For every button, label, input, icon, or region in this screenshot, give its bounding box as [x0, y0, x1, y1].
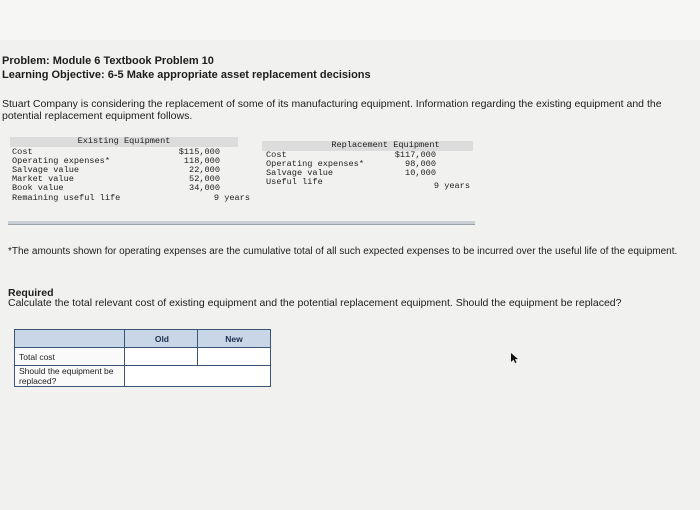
replacement-value-salvage: 10,000: [405, 168, 436, 178]
answer-header-blank: [15, 330, 125, 348]
answer-table: [14, 329, 271, 387]
existing-value-salvage: 22,000: [189, 165, 220, 175]
total-cost-new-value[interactable]: [202, 350, 266, 364]
existing-value-life: 9 years: [213, 193, 250, 203]
replacement-label-opex: Operating expenses*: [266, 159, 364, 169]
problem-title: Problem: Module 6 Textbook Problem 10: [2, 55, 214, 67]
replacement-value-life: 9 years: [433, 181, 470, 191]
equipment-data-image: [8, 136, 475, 222]
table-row: [15, 366, 271, 387]
replace-answer-input[interactable]: [125, 366, 271, 387]
existing-value-market: 52,000: [189, 174, 220, 184]
replacement-value-opex: 98,000: [405, 159, 436, 169]
total-cost-old-value[interactable]: [129, 350, 193, 364]
existing-label-book: Book value: [12, 183, 64, 193]
column-new: New: [198, 330, 271, 348]
existing-value-cost: $115,000: [178, 147, 220, 157]
problem-header: [2, 54, 371, 82]
existing-label-market: Market value: [12, 174, 74, 184]
top-band: [0, 0, 700, 40]
replace-answer-value[interactable]: [129, 369, 266, 383]
existing-label-life: Remaining useful life: [12, 193, 121, 203]
footnote: *The amounts shown for operating expenses are the cumulative total of all such expected expenses to be incurred over the useful life of the equipment.: [8, 246, 678, 257]
column-old: Old: [125, 330, 198, 348]
replacement-label-salvage: Salvage value: [266, 168, 334, 178]
replacement-label-life: Useful life: [266, 177, 323, 187]
existing-title: Existing Equipment: [77, 136, 171, 146]
replace-question-label: Should the equipment be replaced?: [15, 366, 125, 387]
existing-value-opex: 118,000: [183, 156, 220, 166]
replacement-title: Replacement Equipment: [331, 140, 440, 150]
replacement-label-cost: Cost: [266, 150, 287, 160]
existing-value-book: 34,000: [189, 183, 220, 193]
equipment-image-border: [8, 221, 475, 225]
learning-objective: Learning Objective: 6-5 Make appropriate asset replacement decisions: [2, 69, 371, 81]
existing-label-cost: Cost: [12, 147, 33, 157]
required-text: Calculate the total relevant cost of existing equipment and the potential replacement equipment. Should the equipment be replaced?: [8, 297, 622, 309]
existing-label-salvage: Salvage value: [12, 165, 80, 175]
total-cost-new-input[interactable]: [198, 348, 271, 366]
required-heading: Required: [8, 287, 54, 299]
intro-text: Stuart Company is considering the replacement of some of its manufacturing equipment. Information regarding the existing equipment and the potential replacement equipment follows.: [2, 98, 662, 122]
mouse-cursor-icon: [511, 353, 519, 363]
table-row: [15, 348, 271, 366]
replacement-value-cost: $117,000: [394, 150, 436, 160]
existing-label-opex: Operating expenses*: [12, 156, 110, 166]
total-cost-label: Total cost: [15, 348, 125, 366]
total-cost-old-input[interactable]: [125, 348, 198, 366]
answer-header-row: [15, 330, 271, 348]
